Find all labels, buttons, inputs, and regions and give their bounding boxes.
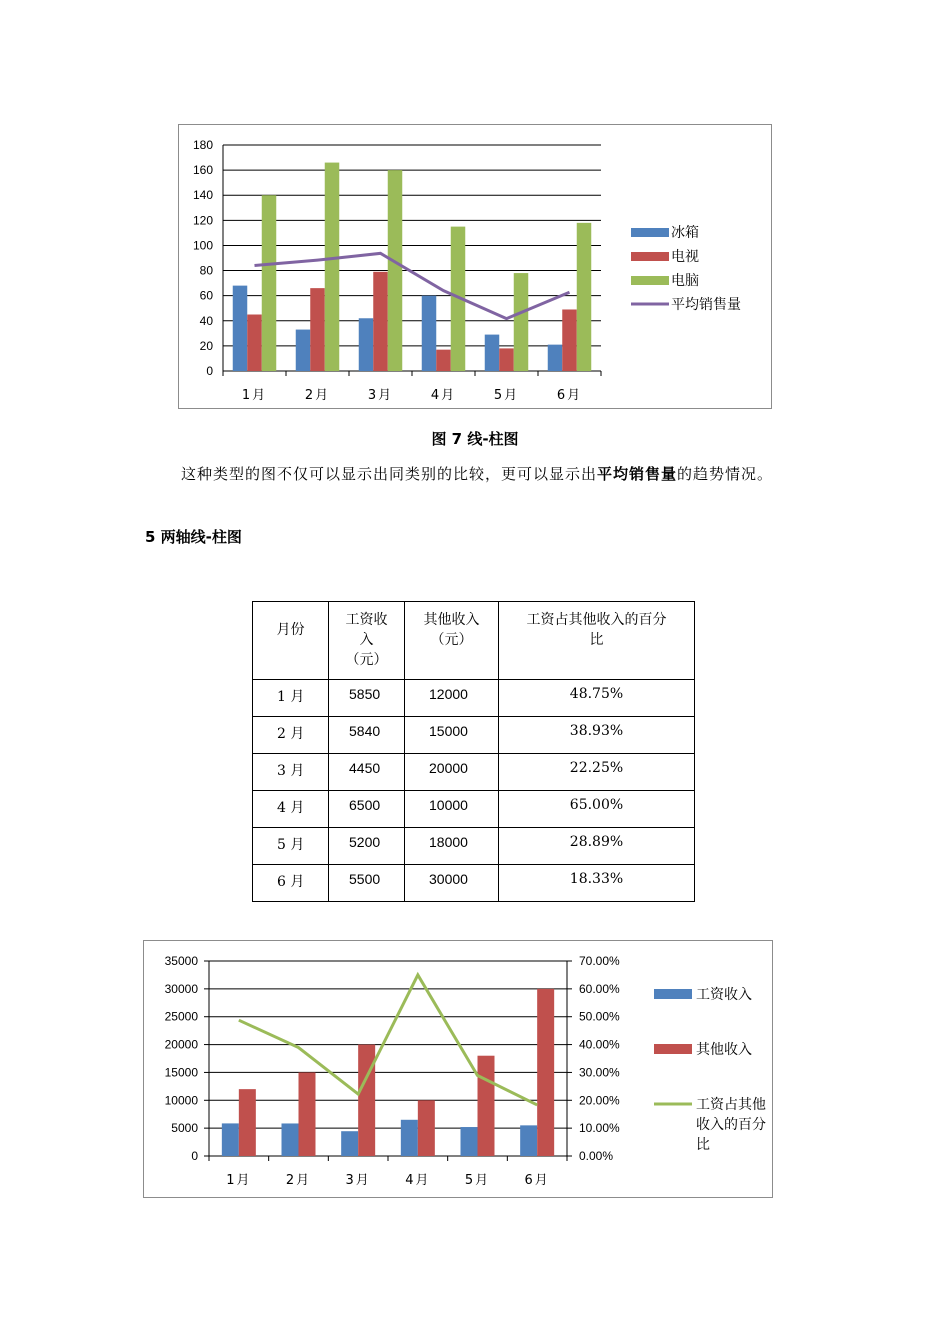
y2-tick-label: 40.00% [579, 1037, 620, 1052]
bar-冰箱 [548, 345, 563, 371]
cell-other: 20000 [405, 754, 499, 791]
bar-工资收入 [401, 1120, 418, 1156]
x-tick-label: 5月 [493, 388, 520, 403]
y-tick-label: 35000 [164, 954, 198, 968]
paragraph-bold-term: 平均销售量 [597, 465, 678, 483]
cell-percent: 48.75% [499, 680, 695, 717]
bar-工资收入 [461, 1127, 478, 1156]
y-tick-label: 160 [192, 163, 213, 178]
header-month: 月份 [253, 602, 329, 680]
legend-swatch [631, 252, 669, 261]
y-tick-label: 0 [206, 364, 213, 378]
x-tick-label: 1月 [226, 1173, 252, 1188]
cell-month: 5 月 [253, 828, 329, 865]
y-tick-label: 100 [192, 238, 213, 253]
x-tick-label: 2月 [285, 1173, 312, 1188]
legend-label: 工资占其他 [696, 1097, 766, 1113]
bar-电脑 [388, 170, 403, 371]
line-bar-chart-svg [179, 125, 771, 408]
cell-percent: 38.93% [499, 717, 695, 754]
bar-电视 [310, 288, 325, 371]
bar-电脑 [262, 195, 277, 371]
y-tick-label: 5000 [171, 1121, 198, 1136]
bar-其他收入 [299, 1072, 316, 1156]
cell-salary: 5200 [329, 828, 405, 865]
x-tick-label: 6月 [524, 1173, 550, 1188]
cell-month: 3 月 [253, 754, 329, 791]
bar-工资收入 [341, 1131, 358, 1156]
legend-swatch [631, 228, 669, 237]
y-tick-label: 20000 [164, 1037, 198, 1052]
paragraph-text-2: 的趋势情况。 [677, 465, 774, 483]
y-tick-label: 80 [199, 263, 213, 278]
cell-salary: 5850 [329, 680, 405, 717]
bar-冰箱 [422, 296, 437, 371]
cell-salary: 4450 [329, 754, 405, 791]
x-tick-label: 3月 [367, 388, 394, 403]
y-tick-label: 120 [192, 213, 213, 228]
legend-swatch [654, 1044, 692, 1054]
y-tick-label: 10000 [164, 1093, 198, 1108]
legend-label: 平均销售量 [671, 297, 741, 313]
cell-other: 30000 [405, 865, 499, 902]
legend-label: 其他收入 [696, 1042, 752, 1058]
bar-电视 [373, 272, 388, 371]
y-tick-label: 140 [192, 188, 213, 203]
y-tick-label: 25000 [164, 1009, 198, 1024]
bar-工资收入 [282, 1123, 299, 1156]
y-tick-label: 15000 [164, 1065, 198, 1080]
dual-axis-chart-svg [144, 941, 772, 1197]
income-table [252, 601, 695, 902]
bar-其他收入 [418, 1100, 435, 1156]
cell-percent: 22.25% [499, 754, 695, 791]
header-other: 其他收入 （元） [405, 602, 499, 680]
y-tick-label: 0 [191, 1149, 198, 1163]
table-row [253, 680, 695, 717]
y-tick-label: 30000 [164, 981, 198, 996]
y2-tick-label: 60.00% [579, 981, 620, 996]
cell-salary: 5500 [329, 865, 405, 902]
legend-label: 电视 [671, 249, 699, 265]
y2-tick-label: 30.00% [579, 1065, 620, 1080]
y-tick-label: 60 [199, 288, 213, 303]
table-row [253, 717, 695, 754]
legend-swatch [654, 989, 692, 999]
bar-电视 [499, 348, 514, 371]
bar-电视 [562, 309, 577, 371]
table-row [253, 754, 695, 791]
cell-month: 6 月 [253, 865, 329, 902]
bar-电视 [247, 315, 262, 372]
paragraph-text-1: 这种类型的图不仅可以显示出同类别的比较，更可以显示出 [181, 465, 598, 483]
bar-工资收入 [222, 1123, 239, 1156]
line-bar-chart [178, 124, 772, 409]
body-paragraph [145, 462, 805, 486]
cell-other: 15000 [405, 717, 499, 754]
x-tick-label: 3月 [345, 1173, 371, 1188]
bar-其他收入 [478, 1056, 495, 1156]
y2-tick-label: 0.00% [579, 1149, 614, 1163]
y-tick-label: 20 [199, 338, 213, 353]
section-heading: 5 两轴线-柱图 [145, 528, 242, 546]
cell-other: 12000 [405, 680, 499, 717]
y-tick-label: 40 [199, 313, 213, 328]
header-percent: 工资占其他收入的百分 比 [499, 602, 695, 680]
cell-other: 18000 [405, 828, 499, 865]
cell-month: 1 月 [253, 680, 329, 717]
cell-other: 10000 [405, 791, 499, 828]
y-tick-label: 180 [192, 138, 213, 152]
cell-percent: 18.33% [499, 865, 695, 902]
table-row [253, 791, 695, 828]
x-tick-label: 5月 [464, 1173, 491, 1188]
x-tick-label: 1月 [241, 388, 268, 403]
dual-axis-chart [143, 940, 773, 1198]
bar-电脑 [577, 223, 592, 371]
bar-其他收入 [537, 989, 554, 1156]
bar-电脑 [514, 273, 529, 371]
legend-swatch [631, 276, 669, 285]
table-row [253, 828, 695, 865]
x-tick-label: 2月 [304, 388, 331, 403]
y2-tick-label: 70.00% [579, 954, 620, 968]
x-tick-label: 4月 [430, 388, 457, 403]
figure-caption: 图 7 线-柱图 [431, 430, 519, 448]
legend-label: 冰箱 [671, 225, 699, 241]
cell-percent: 28.89% [499, 828, 695, 865]
table-header-row [253, 602, 695, 680]
table-row [253, 865, 695, 902]
cell-percent: 65.00% [499, 791, 695, 828]
x-tick-label: 4月 [405, 1173, 431, 1188]
cell-month: 2 月 [253, 717, 329, 754]
x-tick-label: 6月 [556, 388, 583, 403]
bar-电视 [436, 350, 451, 371]
cell-salary: 5840 [329, 717, 405, 754]
bar-电脑 [325, 163, 340, 371]
bar-冰箱 [485, 335, 500, 371]
cell-month: 4 月 [253, 791, 329, 828]
legend-label: 收入的百分 [696, 1117, 766, 1133]
y2-tick-label: 20.00% [579, 1093, 620, 1108]
legend-label: 比 [696, 1137, 710, 1153]
bar-冰箱 [233, 286, 248, 371]
y2-tick-label: 50.00% [579, 1009, 620, 1024]
legend-label: 电脑 [671, 273, 699, 289]
y2-tick-label: 10.00% [579, 1121, 620, 1136]
bar-冰箱 [296, 330, 311, 371]
legend-label: 工资收入 [696, 987, 752, 1003]
header-salary: 工资收 入 （元） [329, 602, 405, 680]
bar-其他收入 [358, 1045, 375, 1156]
bar-冰箱 [359, 318, 374, 371]
cell-salary: 6500 [329, 791, 405, 828]
bar-工资收入 [520, 1125, 537, 1156]
bar-其他收入 [239, 1089, 256, 1156]
